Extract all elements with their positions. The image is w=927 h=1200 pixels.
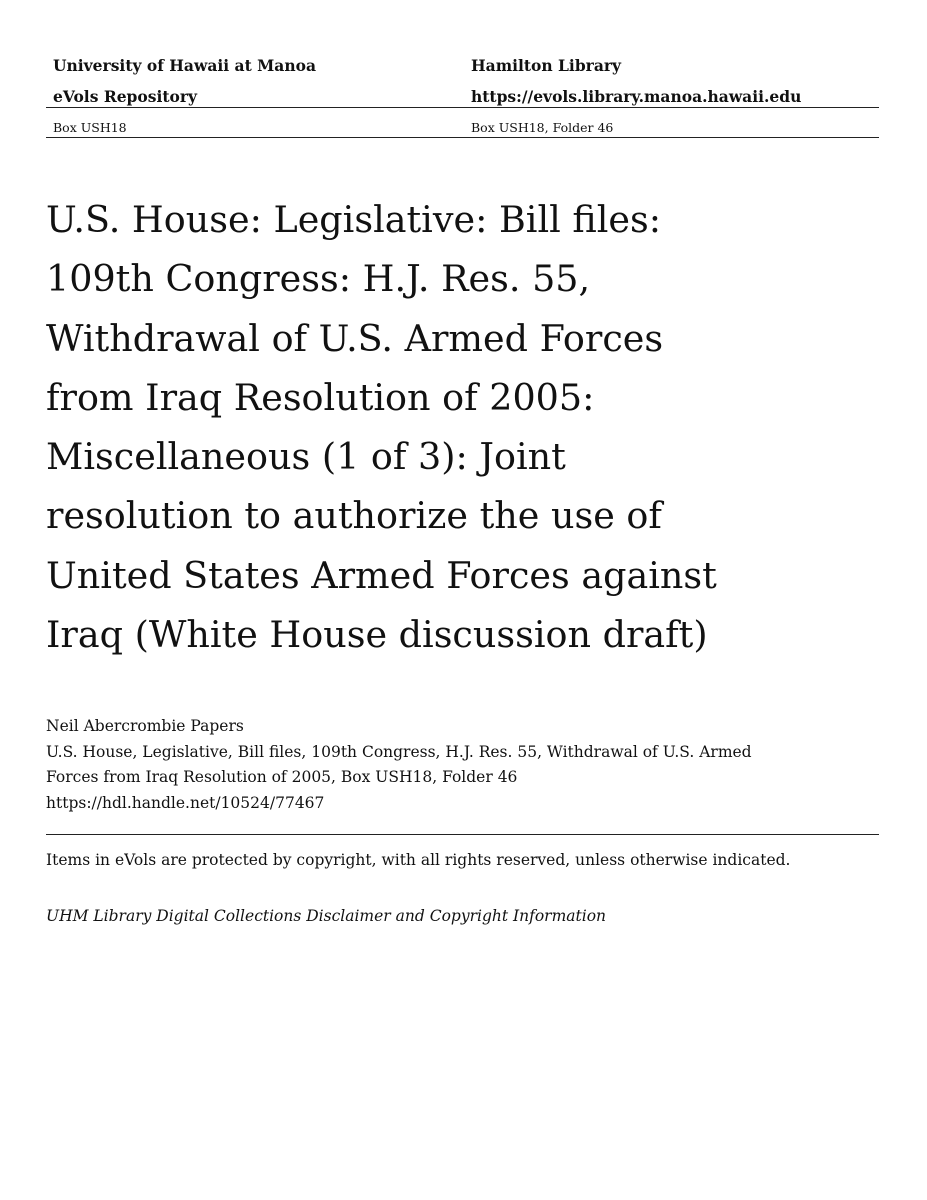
copyright-notice: Items in eVols are protected by copyright, with all rights reserved, unless otherwise indicated.: [46, 851, 791, 869]
box-divider: [46, 137, 879, 138]
library-name: Hamilton Library: [471, 56, 622, 75]
header: [46, 54, 879, 135]
footer-divider: [46, 834, 879, 835]
handle-link[interactable]: https://hdl.handle.net/10524/77467: [46, 793, 325, 812]
repository-url[interactable]: https://evols.library.manoa.hawaii.edu: [471, 87, 802, 106]
repository-name: eVols Repository: [53, 87, 198, 106]
folder-location: U.S. House, Legislative, Bill files, 109th Congress, H.J. Res. 55, Withdrawal of U.S. Armed Forces from Iraq Resolution of 2005, Box USH18, Folder 46: [46, 742, 752, 786]
institution-name: University of Hawaii at Manoa: [53, 56, 316, 75]
disclaimer-link[interactable]: UHM Library Digital Collections Disclaimer and Copyright Information: [46, 907, 607, 925]
header-row-2: [46, 85, 879, 116]
box-label-right: Box USH18, Folder 46: [471, 120, 614, 135]
box-row: [46, 118, 879, 138]
box-label-left: Box USH18: [53, 120, 127, 135]
header-row-1: [46, 54, 879, 85]
collection-name: Neil Abercrombie Papers: [46, 717, 244, 735]
document-title: U.S. House: Legislative: Bill files: 109th Congress: H.J. Res. 55, Withdrawal of U.S. Armed Forces from Iraq Resolution of 2005: Miscellaneous (1 of 3): Joint resolution to authorize the use of United States Armed Forces against Iraq (White House discussion draft): [46, 198, 717, 657]
document-metadata: [46, 714, 806, 816]
header-divider: [46, 107, 879, 108]
